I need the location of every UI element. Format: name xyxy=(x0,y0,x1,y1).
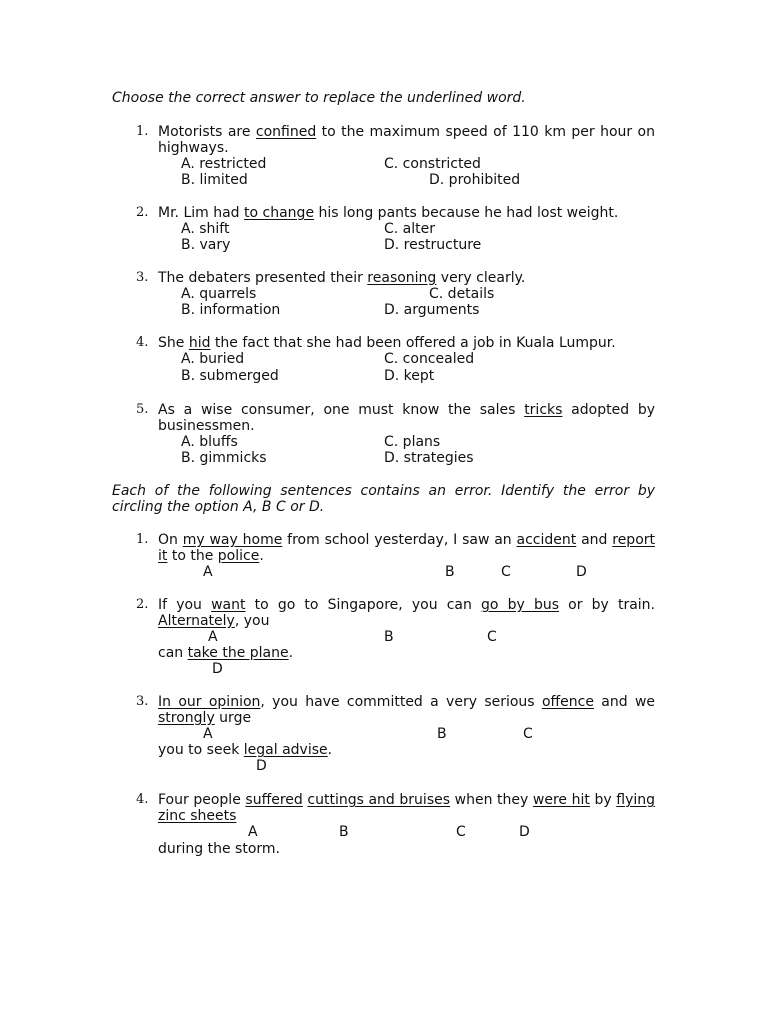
question-number: 5. xyxy=(136,402,149,417)
option-d: D. prohibited xyxy=(429,172,521,188)
question-number: 1. xyxy=(136,532,149,547)
question-number: 4. xyxy=(136,792,149,807)
error-sentence-continued: can take the plane. xyxy=(158,645,294,661)
option-c: C. details xyxy=(429,286,495,302)
option-c: C. concealed xyxy=(384,351,475,367)
error-option-c: were hit xyxy=(532,792,590,808)
option-b: B. gimmicks xyxy=(181,450,267,466)
option-letter: D xyxy=(576,564,587,580)
option-letter: A xyxy=(203,726,213,742)
option-letter: C xyxy=(487,629,497,645)
underlined-word: reasoning xyxy=(367,270,437,286)
error-option-a: suffered xyxy=(245,792,303,808)
option-letter: C xyxy=(456,824,466,840)
question-text: The debaters presented their reasoning very clearly. xyxy=(158,270,526,286)
error-option-b: accident xyxy=(516,532,577,548)
option-d: D. restructure xyxy=(384,237,482,253)
option-d: D. strategies xyxy=(384,450,474,466)
error-option-a: want xyxy=(211,597,246,613)
option-letter: C xyxy=(501,564,511,580)
underlined-word: tricks xyxy=(524,402,563,418)
option-letter: C xyxy=(523,726,533,742)
question-text: As a wise consumer, one must know the sales tricks adopted by xyxy=(158,402,655,418)
error-option-c-continued: it xyxy=(158,548,168,564)
question-text: She hid the fact that she had been offered a job in Kuala Lumpur. xyxy=(158,335,616,351)
option-letter: D xyxy=(256,758,267,774)
underlined-word: confined xyxy=(255,124,317,140)
question-number: 3. xyxy=(136,694,149,709)
option-c: C. constricted xyxy=(384,156,481,172)
error-sentence: On my way home from school yesterday, I saw an accident and report xyxy=(158,532,656,548)
option-b: B. submerged xyxy=(181,368,279,384)
option-c: C. plans xyxy=(384,434,441,450)
error-option-b: go by bus xyxy=(481,597,560,613)
option-letter: D xyxy=(519,824,530,840)
question-number: 2. xyxy=(136,205,149,220)
option-letter: A xyxy=(203,564,213,580)
option-b: B. limited xyxy=(181,172,248,188)
option-a: A. quarrels xyxy=(181,286,257,302)
error-sentence-continued: during the storm. xyxy=(158,841,280,857)
question-text-continued: businessmen. xyxy=(158,418,255,434)
error-option-b: offence xyxy=(541,694,594,710)
error-sentence: If you want to go to Singapore, you can go by bus or by train. xyxy=(158,597,656,613)
question-number: 1. xyxy=(136,124,149,139)
error-option-d: legal advise xyxy=(243,742,328,758)
question-number: 4. xyxy=(136,335,149,350)
error-option-c: Alternately xyxy=(158,613,235,629)
option-letter: D xyxy=(212,661,223,677)
option-letter: B xyxy=(339,824,349,840)
question-text-continued: highways. xyxy=(158,140,229,156)
option-d: D. kept xyxy=(384,368,435,384)
option-letter: B xyxy=(384,629,394,645)
option-letter: A xyxy=(208,629,218,645)
error-option-a: my way home xyxy=(182,532,283,548)
option-c: C. alter xyxy=(384,221,436,237)
error-sentence: In our opinion, you have committed a very serious offence and we xyxy=(158,694,656,710)
option-d: D. arguments xyxy=(384,302,480,318)
error-option-a: In our opinion xyxy=(158,694,261,710)
error-option-b: cuttings and bruises xyxy=(307,792,451,808)
error-option-d: police xyxy=(217,548,260,564)
error-option-d: take the plane xyxy=(187,645,289,661)
underlined-word: to change xyxy=(244,205,315,221)
underlined-word: hid xyxy=(188,335,211,351)
question-number: 3. xyxy=(136,270,149,285)
option-letter: B xyxy=(445,564,455,580)
option-a: A. bluffs xyxy=(181,434,238,450)
error-option-d-continued: zinc sheets xyxy=(158,808,237,824)
error-option-c: strongly xyxy=(158,710,215,726)
option-a: A. restricted xyxy=(181,156,267,172)
error-sentence-continued: you to seek legal advise. xyxy=(158,742,333,758)
error-sentence-continued: strongly urge xyxy=(158,710,252,726)
option-b: B. vary xyxy=(181,237,231,253)
option-a: A. shift xyxy=(181,221,230,237)
error-sentence-continued: it to the police. xyxy=(158,548,264,564)
question-text: Motorists are confined to the maximum speed of 110 km per hour on xyxy=(158,124,655,140)
question-number: 2. xyxy=(136,597,149,612)
error-option-c: report xyxy=(612,532,656,548)
section1-instruction: Choose the correct answer to replace the underlined word. xyxy=(112,90,526,106)
option-letter: A xyxy=(248,824,258,840)
option-letter: B xyxy=(437,726,447,742)
error-option-d: flying xyxy=(616,792,656,808)
error-sentence-continued: Alternately, you xyxy=(158,613,270,629)
section2-instruction-continued: circling the option A, B C or D. xyxy=(112,499,325,515)
option-b: B. information xyxy=(181,302,281,318)
error-sentence: Four people suffered cuttings and bruises when they were hit by flying xyxy=(158,792,656,808)
question-text: Mr. Lim had to change his long pants because he had lost weight. xyxy=(158,205,619,221)
section2-instruction: Each of the following sentences contains an error. Identify the error by xyxy=(112,483,655,499)
option-a: A. buried xyxy=(181,351,245,367)
